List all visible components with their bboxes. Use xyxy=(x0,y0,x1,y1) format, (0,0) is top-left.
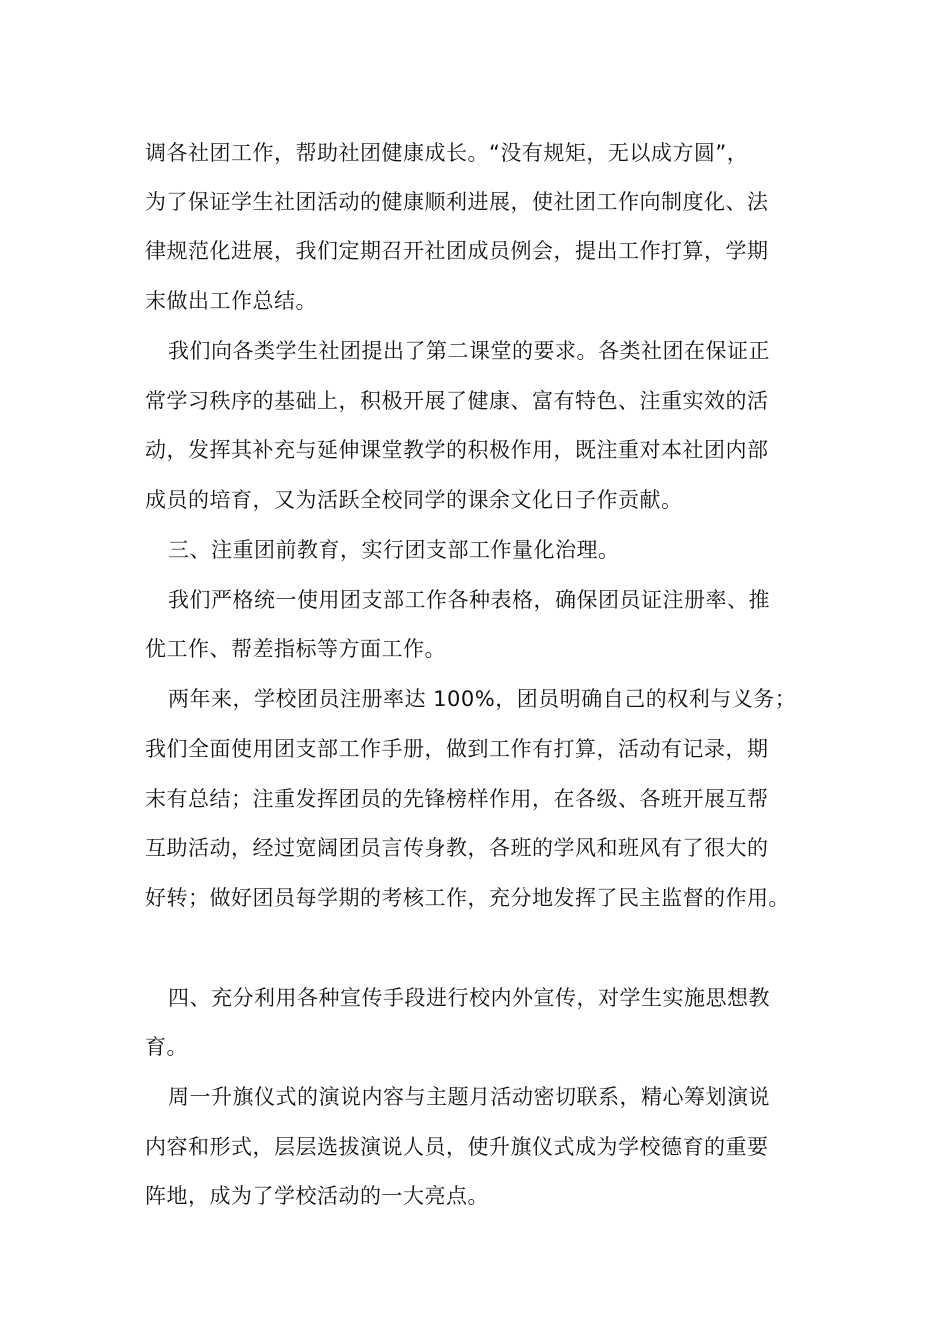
text-line: 调各社团工作，帮助社团健康成长。“没有规矩，无以成方圆”， xyxy=(145,141,749,165)
paragraph-start: 我们严格统一使用团支部工作各种表格，确保团员证注册率、推 xyxy=(168,588,770,612)
text-line: 成员的培育，又为活跃全校同学的课余文化日子作贡献。 xyxy=(145,488,683,512)
text-line: 阵地，成为了学校活动的一大亮点。 xyxy=(145,1184,489,1208)
text-line: 互助活动，经过宽阔团员言传身教，各班的学风和班风有了很大的 xyxy=(145,836,769,860)
paragraph-start: 我们向各类学生社团提出了第二课堂的要求。各类社团在保证正 xyxy=(168,339,770,363)
text-line: 动，发挥其补充与延伸课堂教学的积极作用，既注重对本社团内部 xyxy=(145,438,769,462)
text-line: 为了保证学生社团活动的健康顺利进展，使社团工作向制度化、法 xyxy=(145,190,769,214)
text-line: 内容和形式，层层选拔演说人员，使升旗仪式成为学校德育的重要 xyxy=(145,1135,769,1159)
paragraph-start: 周一升旗仪式的演说内容与主题月活动密切联系，精心筹划演说 xyxy=(168,1085,770,1109)
text-line: 我们全面使用团支部工作手册，做到工作有打算，活动有记录，期 xyxy=(145,737,769,761)
text-line: 优工作、帮差指标等方面工作。 xyxy=(145,637,446,661)
section-heading: 四、充分利用各种宣传手段进行校内外宣传，对学生实施思想教 xyxy=(168,986,770,1010)
text-line: 好转；做好团员每学期的考核工作，充分地发挥了民主监督的作用。 xyxy=(145,886,790,910)
section-heading: 三、注重团前教育，实行团支部工作量化治理。 xyxy=(168,538,620,562)
text-line: 末有总结；注重发挥团员的先锋榜样作用，在各级、各班开展互帮 xyxy=(145,787,769,811)
text-line: 常学习秩序的基础上，积极开展了健康、富有特色、注重实效的活 xyxy=(145,389,769,413)
paragraph-start: 两年来，学校团员注册率达 100%，团员明确自己的权利与义务； xyxy=(168,687,797,711)
text-line: 育。 xyxy=(145,1035,188,1059)
text-line: 律规范化进展，我们定期召开社团成员例会，提出工作打算，学期 xyxy=(145,239,769,263)
text-line: 末做出工作总结。 xyxy=(145,289,317,313)
